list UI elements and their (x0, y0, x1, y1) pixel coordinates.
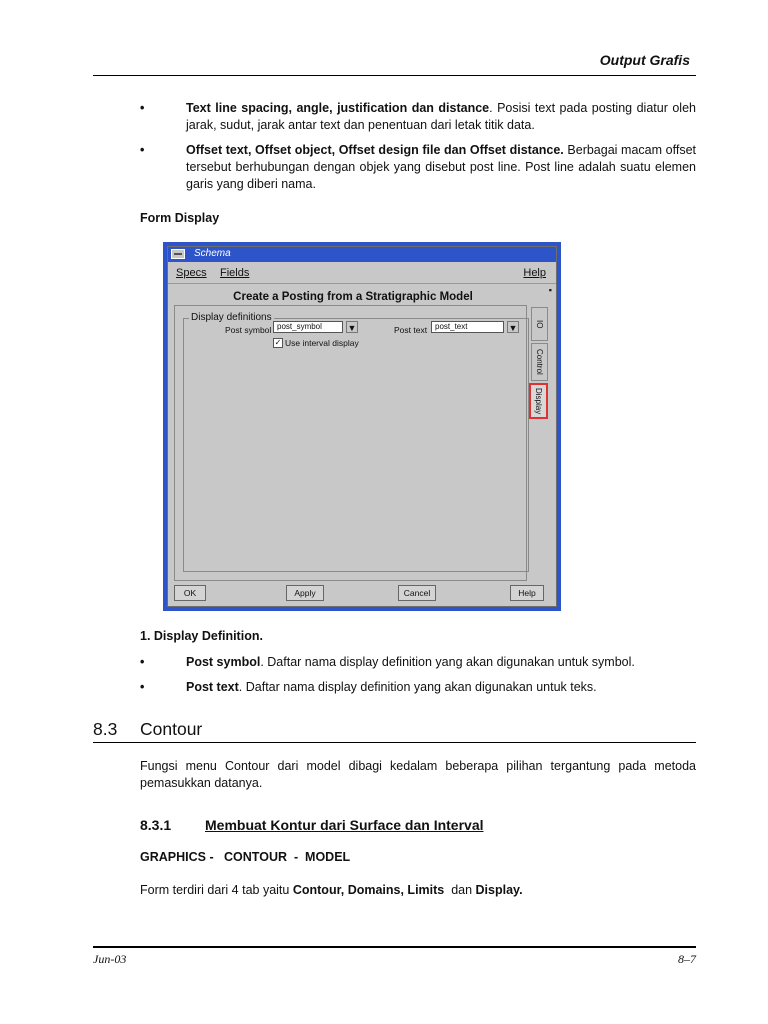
pin-icon[interactable]: ▪ (548, 285, 552, 295)
section-number: 8.3 (93, 719, 118, 739)
footer-date: Jun-03 (93, 952, 127, 966)
para-middle: dan (444, 883, 476, 897)
menu-fields[interactable]: Fields (220, 267, 250, 279)
para-tabs: Contour, Domains, Limits (292, 883, 445, 897)
dialog-menubar (168, 263, 556, 284)
header-title: Output Grafis (599, 52, 690, 68)
dialog-body (167, 246, 557, 607)
dialog-titlebar[interactable] (168, 247, 556, 262)
bullet-dot: • (140, 143, 145, 157)
display-panel (174, 305, 527, 581)
form-display-label: Form Display (140, 211, 220, 225)
menu-specs[interactable]: Specs (176, 267, 207, 279)
bullet-text: Berbagai macam offset tersebut berhubungan dengan objek yang disebut post line. Post line adalah suatu elemen garis yang diberi nama. (186, 143, 697, 191)
post-text-dropdown-icon[interactable]: ▼ (508, 323, 518, 333)
para-prefix: Form terdiri dari 4 tab yaitu (140, 883, 293, 897)
bullet-dot: • (140, 680, 145, 694)
subsection-heading (140, 817, 484, 833)
display-definitions-group (183, 318, 529, 572)
window-menu-icon[interactable] (171, 249, 185, 259)
help-button[interactable]: Help (510, 585, 544, 601)
section-paragraph: Fungsi menu Contour dari model dibagi kedalam beberapa pilihan tergantung pada metoda pemasukkan datanya. (140, 759, 696, 790)
form-title: Create a Posting from a Stratigraphic Model (233, 291, 473, 303)
para-last: Display. (475, 883, 523, 897)
subsection-number: 8.3.1 (140, 817, 172, 833)
section-heading (93, 719, 202, 740)
bullet-bold: Post symbol (186, 655, 261, 669)
schema-dialog (163, 242, 561, 611)
tab-label: Control (535, 349, 544, 375)
tab-label: Display (534, 387, 543, 415)
tab-io[interactable] (531, 307, 548, 341)
footer-rule (93, 946, 696, 948)
bullet-text-line-spacing (140, 100, 696, 134)
group-legend: Display definitions (191, 312, 272, 323)
use-interval-label: Use interval display (285, 338, 359, 348)
header-rule (93, 75, 696, 76)
page-number: 8–7 (678, 952, 696, 966)
display-definition-heading: 1. Display Definition. (140, 629, 263, 643)
post-symbol-label: Post symbol (225, 325, 272, 335)
form-tabs-paragraph (140, 882, 696, 899)
bullet-text: . Daftar nama display definition yang akan digunakan untuk symbol. (260, 655, 635, 669)
bullet-bold: Post text (186, 680, 239, 694)
use-interval-checkbox[interactable]: ✓ (274, 338, 282, 347)
ok-button[interactable]: OK (174, 585, 206, 601)
bullet-dot: • (140, 101, 145, 115)
dialog-button-row (168, 585, 556, 605)
bullet-offset (140, 142, 696, 193)
bullet-post-text (140, 679, 696, 696)
subsection-title: Membuat Kontur dari Surface dan Interval (205, 817, 484, 833)
tab-label: IO (535, 319, 544, 329)
cancel-button[interactable]: Cancel (398, 585, 436, 601)
post-text-combo[interactable]: post_text (431, 321, 504, 333)
post-text-label: Post text (394, 325, 428, 335)
post-symbol-combo[interactable]: post_symbol (273, 321, 343, 333)
tab-display[interactable] (529, 383, 548, 419)
dialog-title: Schema (194, 248, 231, 259)
bullet-post-symbol (140, 654, 696, 671)
menu-path: GRAPHICS - CONTOUR - MODEL (140, 850, 351, 864)
bullet-bold: Offset text, Offset object, Offset design file dan Offset distance. (186, 143, 564, 157)
bullet-text: . Daftar nama display definition yang akan digunakan untuk teks. (238, 680, 597, 694)
section-rule (93, 742, 696, 743)
bullet-dot: • (140, 655, 145, 669)
tab-control[interactable] (531, 343, 548, 381)
post-symbol-dropdown-icon[interactable]: ▼ (347, 323, 357, 333)
section-title: Contour (140, 719, 203, 739)
bullet-text: . Posisi text pada posting diatur oleh jarak, sudut, jarak antar text dan penentuan dari letak titik data. (186, 101, 696, 132)
menu-help[interactable]: Help (523, 267, 546, 279)
apply-button[interactable]: Apply (286, 585, 324, 601)
display-definition-list (140, 654, 696, 704)
bullet-bold: Text line spacing, angle, justification dan distance (186, 101, 490, 115)
top-bullets (140, 100, 696, 201)
